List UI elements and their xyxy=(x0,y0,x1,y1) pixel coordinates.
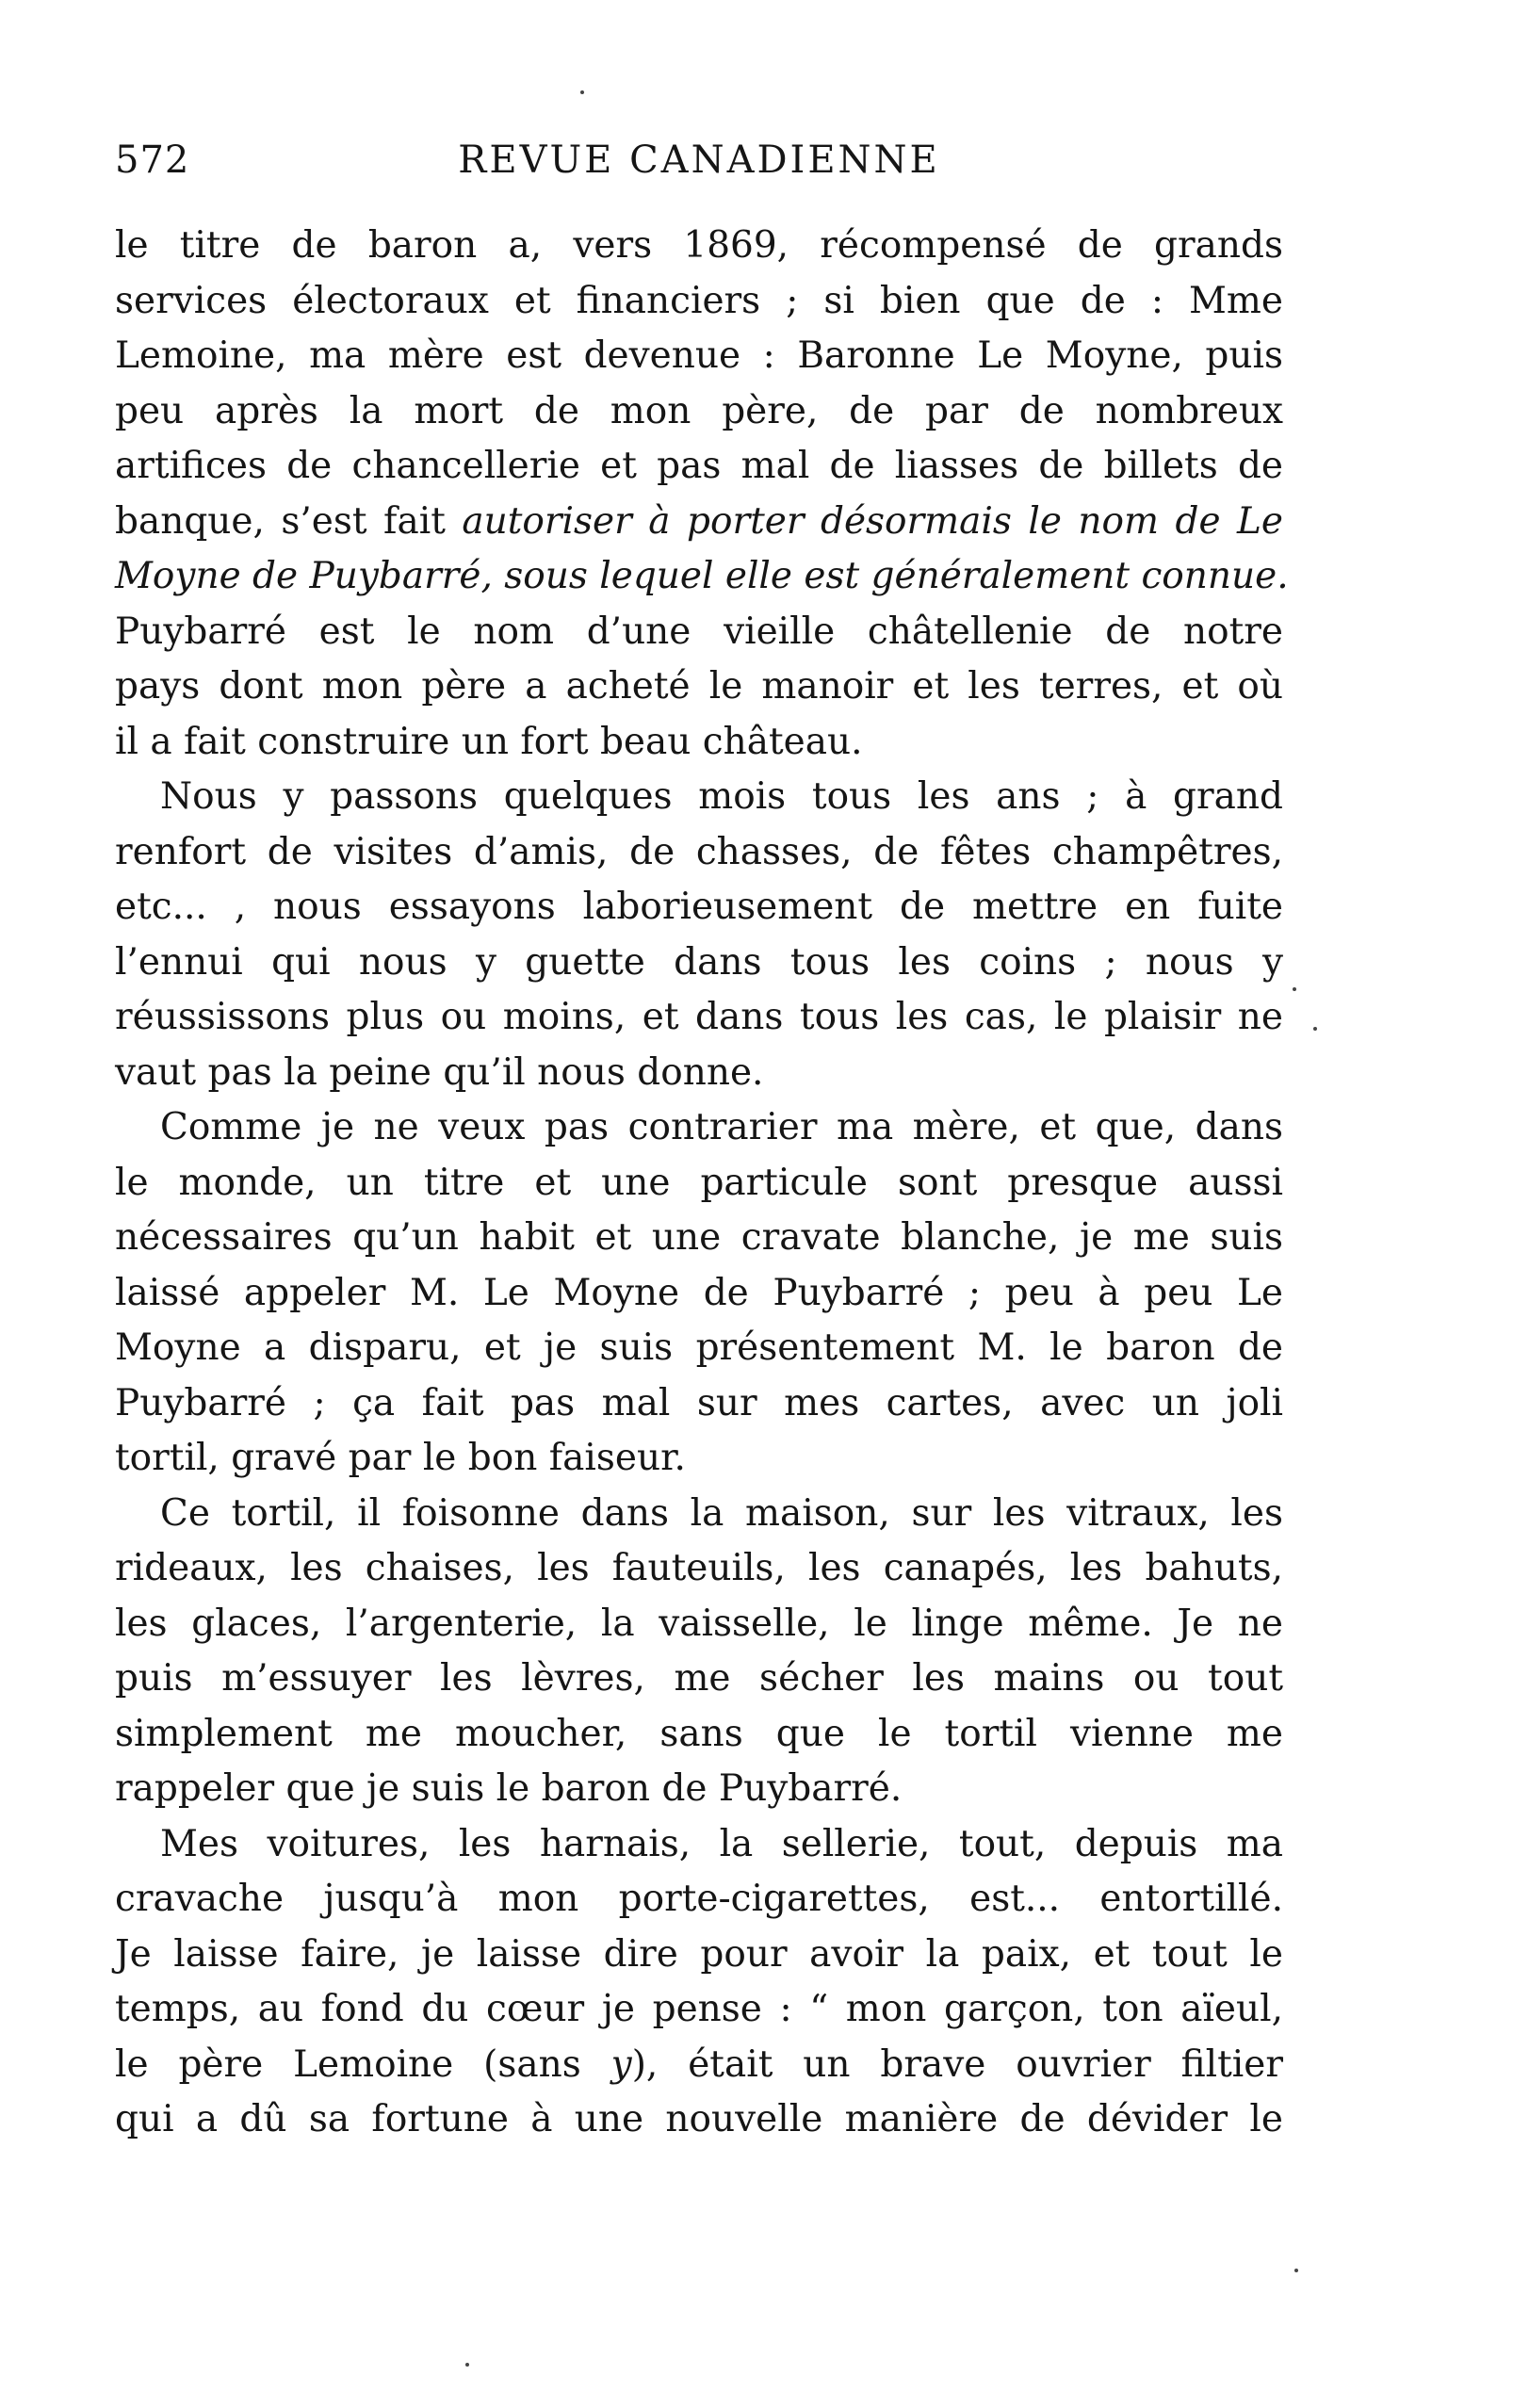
text-line: services électoraux et financiers ; si bien que de : Mme xyxy=(115,279,1283,322)
text-line: le monde, un titre et une particule sont presque aussi xyxy=(115,1161,1283,1204)
text-line: Mes voitures, les harnais, la sellerie, tout, depuis ma xyxy=(160,1822,1283,1865)
text-line: tortil, gravé par le bon faiseur. xyxy=(115,1437,686,1479)
text-line: qui a dû sa fortune à une nouvelle manière de dévider le xyxy=(115,2098,1283,2140)
text-line xyxy=(115,2038,1283,2093)
scan-speck xyxy=(1293,987,1296,991)
text-line: nécessaires qu’un habit et une cravate blanche, je me suis xyxy=(115,1216,1283,1259)
text-line: Comme je ne veux pas contrarier ma mère, et que, dans xyxy=(160,1106,1283,1148)
text-line: Lemoine, ma mère est devenue : Baronne Le Moyne, puis xyxy=(115,334,1283,377)
scan-speck xyxy=(580,90,584,94)
text-line: renfort de visites d’amis, de chasses, de fêtes champêtres, xyxy=(115,830,1283,873)
text-segment: ), était un brave ouvrier filtier xyxy=(631,2042,1283,2086)
text-line: cravache jusqu’à mon porte-cigarettes, est... entortillé. xyxy=(115,1878,1283,1920)
text-line: pays dont mon père a acheté le manoir et les terres, et où xyxy=(115,665,1283,708)
page-header xyxy=(115,132,1283,188)
text-line: rappeler que je suis le baron de Puybarré. xyxy=(115,1767,903,1810)
text-line: temps, au fond du cœur je pense : “ mon garçon, ton aïeul, xyxy=(115,1988,1283,2030)
text-line: Puybarré ; ça fait pas mal sur mes cartes, avec un joli xyxy=(115,1381,1283,1424)
scan-speck xyxy=(1294,2269,1298,2272)
text-line: rideaux, les chaises, les fauteuils, les canapés, les bahuts, xyxy=(115,1547,1283,1589)
italic-line: Moyne de Puybarré, sous lequel elle est généralement connue. xyxy=(115,555,1289,597)
text-line: le titre de baron a, vers 1869, récompensé de grands xyxy=(115,224,1283,267)
italic-segment: y xyxy=(610,2042,632,2086)
text-line: Ce tortil, il foisonne dans la maison, sur les vitraux, les xyxy=(160,1491,1283,1535)
body-text xyxy=(115,219,1289,2148)
page-number: 572 xyxy=(115,138,190,182)
scan-speck xyxy=(465,2363,469,2367)
text-line: réussissons plus ou moins, et dans tous les cas, le plaisir ne xyxy=(115,996,1283,1038)
text-line: l’ennui qui nous y guette dans tous les coins ; nous y xyxy=(115,940,1283,984)
text-line: etc... , nous essayons laborieusement de mettre en fuite xyxy=(115,886,1283,928)
text-line: il a fait construire un fort beau château. xyxy=(115,720,863,763)
text-line: simplement me moucher, sans que le tortil vienne me xyxy=(115,1712,1283,1755)
text-line: Nous y passons quelques mois tous les ans ; à grand xyxy=(160,775,1283,818)
text-line: Puybarré est le nom d’une vieille châtellenie de notre xyxy=(115,610,1283,653)
italic-segment: autoriser à porter désormais le nom de Le xyxy=(462,499,1283,543)
text-line: peu après la mort de mon père, de par de nombreux xyxy=(115,389,1283,432)
scan-speck xyxy=(1313,1027,1317,1031)
text-line: les glaces, l’argenterie, la vaisselle, le linge même. Je ne xyxy=(115,1602,1283,1645)
text-segment: banque, s’est fait xyxy=(115,499,463,543)
text-line: artifices de chancellerie et pas mal de liasses de billets de xyxy=(115,445,1283,487)
text-line: Je laisse faire, je laisse dire pour avoir la paix, et tout le xyxy=(115,1932,1283,1976)
running-head: REVUE CANADIENNE xyxy=(458,138,940,182)
text-line xyxy=(115,495,1283,550)
text-line: Moyne a disparu, et je suis présentement M. le baron de xyxy=(115,1326,1283,1369)
text-line: laissé appeler M. Le Moyne de Puybarré ; peu à peu Le xyxy=(115,1271,1283,1314)
text-line: vaut pas la peine qu’il nous donne. xyxy=(115,1050,764,1094)
text-line: puis m’essuyer les lèvres, me sécher les mains ou tout xyxy=(115,1657,1283,1700)
text-segment: le père Lemoine (sans xyxy=(115,2042,611,2086)
